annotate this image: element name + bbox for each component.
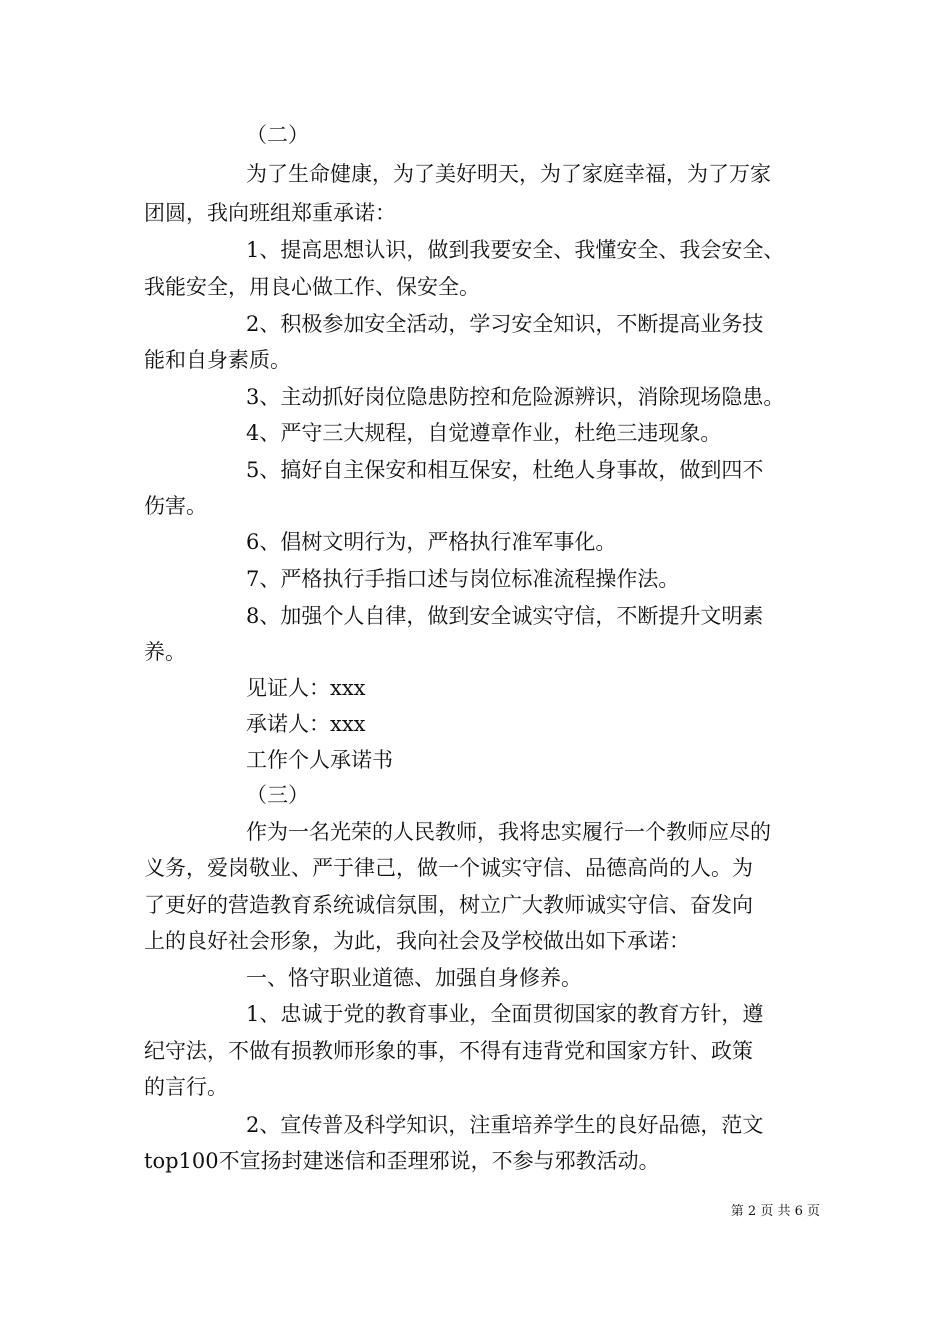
paragraph-line: 团圆，我向班组郑重承诺： [144, 201, 396, 225]
paragraph-line: 为了生命健康，为了美好明天，为了家庭幸福，为了万家 [246, 162, 771, 186]
section-heading: （二） [246, 123, 309, 147]
list-item: 6、倡树文明行为，严格执行准军事化。 [246, 530, 617, 554]
document-title: 工作个人承诺书 [246, 748, 393, 772]
list-item-continued: 能和自身素质。 [144, 348, 291, 372]
paragraph-line: 了更好的营造教育系统诚信氛围，树立广大教师诚实守信、奋发向 [144, 893, 753, 917]
list-item: 1、提高思想认识，做到我要安全、我懂安全、我会安全、 [246, 238, 785, 262]
list-item-continued: top100不宣扬封建迷信和歪理邪说，不参与邪教活动。 [144, 1149, 660, 1173]
list-item: 4、严守三大规程，自觉遵章作业，杜绝三违现象。 [246, 421, 722, 445]
list-item: 3、主动抓好岗位隐患防控和危险源辨识，消除现场隐患。 [246, 385, 785, 409]
list-item: 1、忠诚于党的教育事业，全面贯彻国家的教育方针，遵 [246, 1002, 764, 1026]
paragraph-line: 作为一名光荣的人民教师，我将忠实履行一个教师应尽的 [246, 820, 771, 844]
list-item-continued: 纪守法，不做有损教师形象的事，不得有违背党和国家方针、政策 [144, 1039, 753, 1063]
paragraph-line: 上的良好社会形象，为此，我向社会及学校做出如下承诺： [144, 929, 690, 953]
list-item-continued: 养。 [144, 640, 186, 664]
paragraph-line: 义务，爱岗敬业、严于律己，做一个诚实守信、品德高尚的人。为 [144, 856, 753, 880]
list-item: 8、加强个人自律，做到安全诚实守信，不断提升文明素 [246, 604, 764, 628]
page-number: 第 2 页 共 6 页 [730, 1204, 820, 1219]
list-item: 2、宣传普及科学知识，注重培养学生的良好品德，范文 [246, 1113, 764, 1137]
list-item: 2、积极参加安全活动，学习安全知识，不断提高业务技 [246, 312, 764, 336]
list-item-continued: 我能安全，用良心做工作、保安全。 [144, 275, 480, 299]
promiser-line: 承诺人：xxx [246, 712, 366, 736]
list-item-continued: 伤害。 [144, 494, 207, 518]
subsection-heading: 一、恪守职业道德、加强自身修养。 [246, 966, 582, 990]
list-item: 5、搞好自主保安和相互保安，杜绝人身事故，做到四不 [246, 458, 764, 482]
witness-line: 见证人：xxx [246, 676, 366, 700]
list-item: 7、严格执行手指口述与岗位标准流程操作法。 [246, 567, 680, 591]
list-item-continued: 的言行。 [144, 1075, 228, 1099]
section-heading: （三） [246, 783, 309, 807]
